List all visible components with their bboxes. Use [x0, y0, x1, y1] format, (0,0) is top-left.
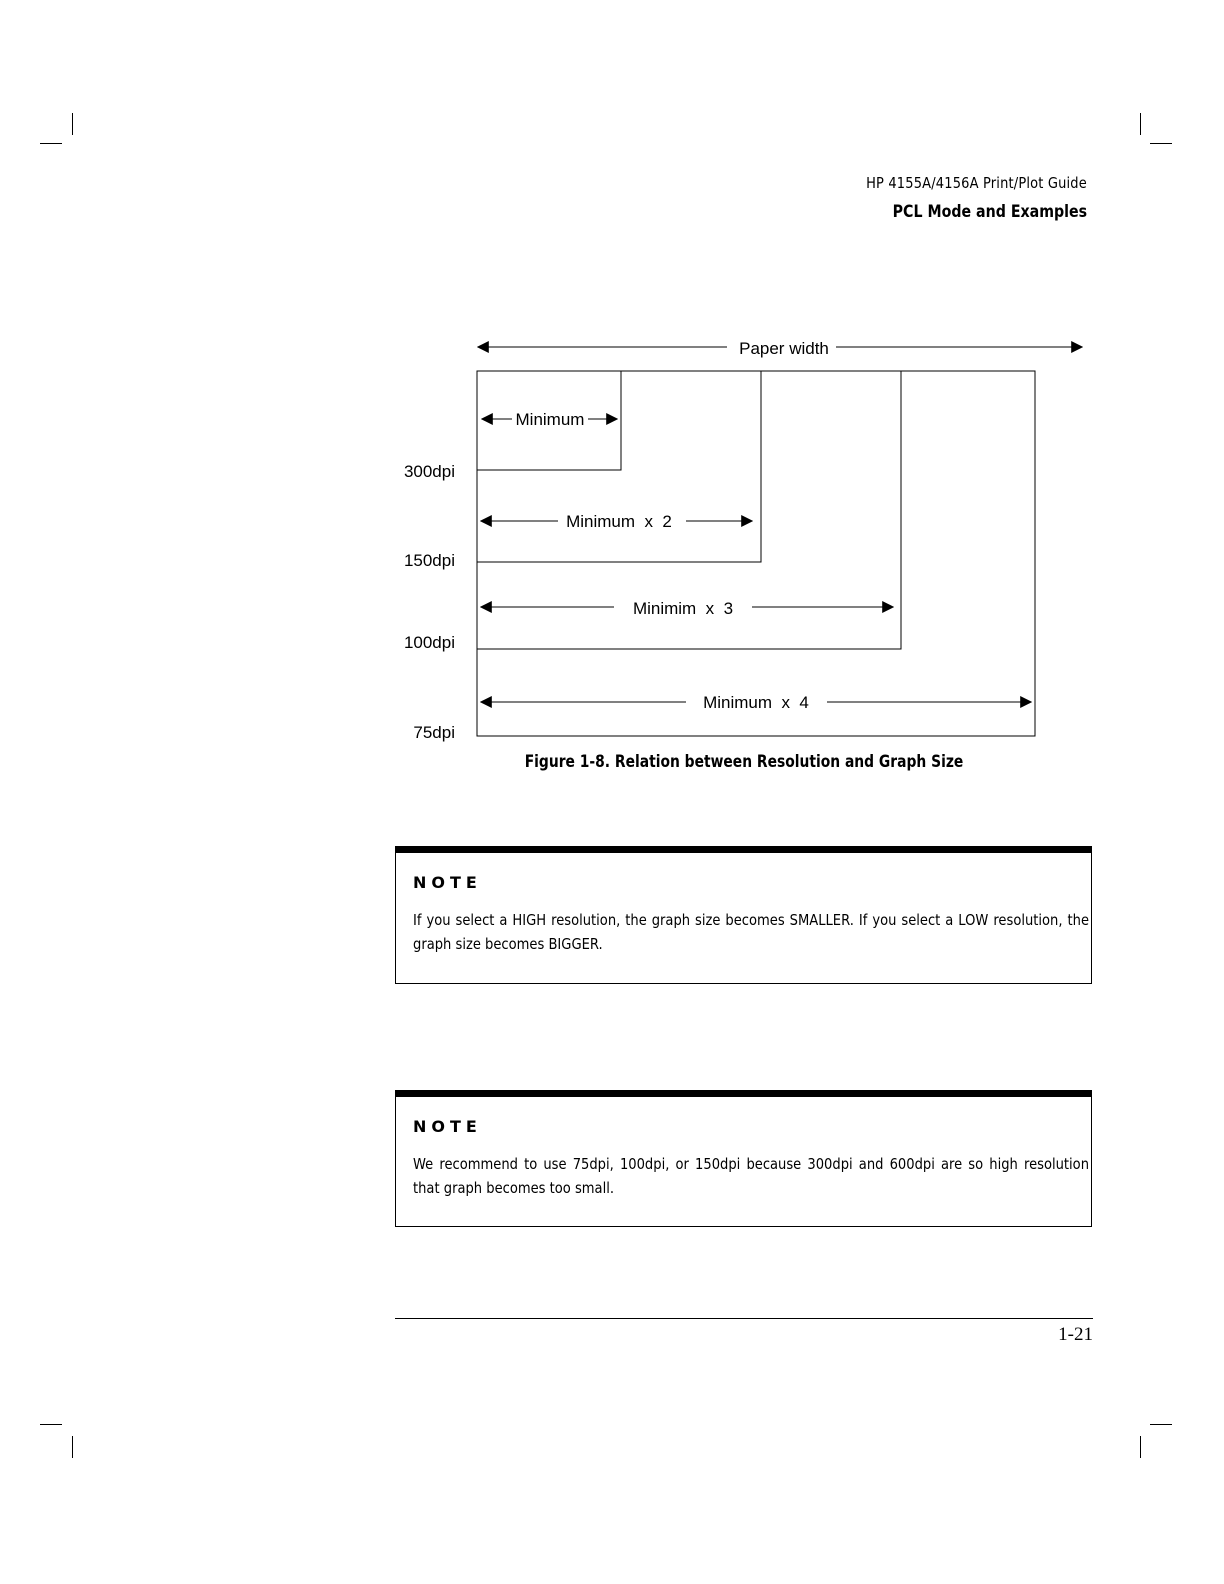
section-title: PCL Mode and Examples	[892, 202, 1087, 221]
dpi-label-75: 75dpi	[413, 723, 455, 742]
footer-rule	[395, 1318, 1093, 1319]
note-text: We recommend to use 75dpi, 100dpi, or 150dpi because 300dpi and 600dpi are so high resolution that graph becomes too small.	[413, 1155, 1089, 1197]
minimum-x4-label: Minimum x 4	[703, 693, 809, 712]
note-text: If you select a HIGH resolution, the graph size becomes SMALLER. If you select a LOW resolution, the graph size becomes BIGGER.	[413, 911, 1089, 953]
note-box	[395, 846, 1092, 984]
crop-mark	[1150, 1424, 1172, 1425]
guide-title: HP 4155A/4156A Print/Plot Guide	[866, 174, 1087, 192]
crop-mark	[1140, 1436, 1141, 1458]
dpi-label-100: 100dpi	[403, 633, 455, 652]
minimum-label: Minimum	[515, 410, 585, 429]
minimum-x3-label: Minimim x 3	[632, 599, 734, 618]
note-box	[395, 1090, 1092, 1227]
figure-caption: Figure 1-8. Relation between Resolution and Graph Size	[524, 752, 964, 771]
note-heading: NOTE	[413, 873, 482, 892]
dpi-label-300: 300dpi	[403, 462, 455, 481]
page-number: 1-21	[1058, 1324, 1093, 1345]
dpi-label-150: 150dpi	[403, 551, 455, 570]
paper-width-label: Paper width	[739, 339, 829, 358]
note-heading: NOTE	[413, 1117, 482, 1136]
crop-mark	[72, 1436, 73, 1458]
graph-box-150dpi	[477, 371, 761, 562]
crop-mark	[40, 1424, 62, 1425]
minimum-x2-label: Minimum x 2	[566, 512, 672, 531]
